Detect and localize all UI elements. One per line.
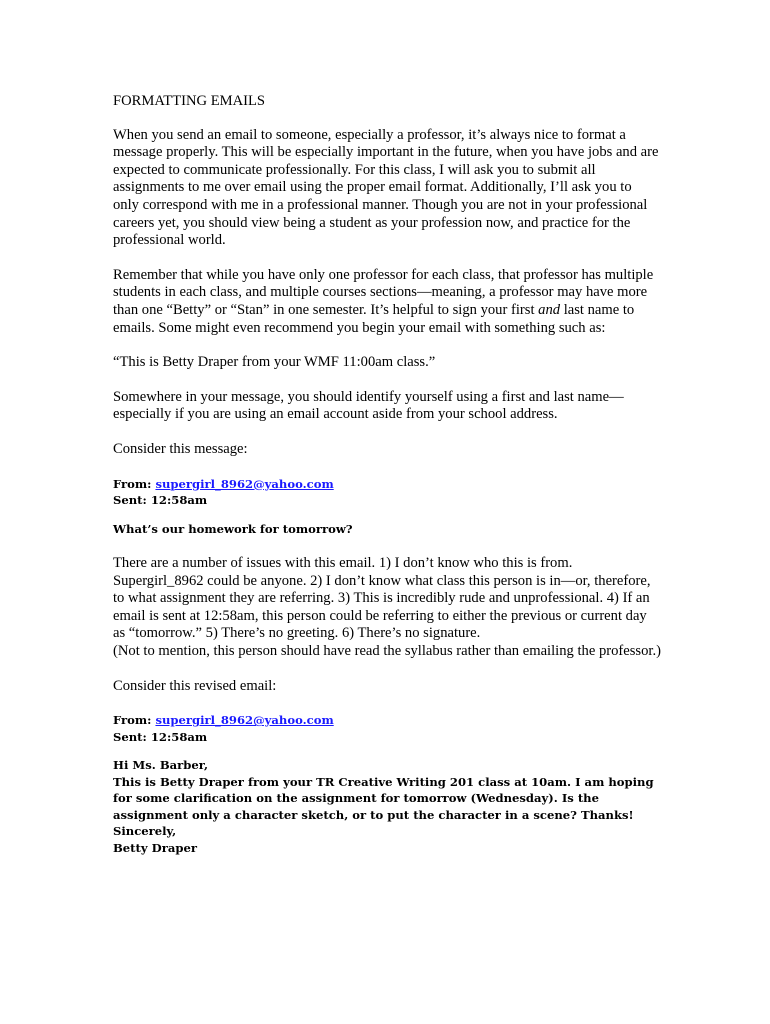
email-sent-line: Sent: 12:58am — [113, 493, 208, 507]
consider-message-label: Consider this message: — [113, 440, 248, 457]
email-from-line — [113, 712, 661, 729]
remember-paragraph — [113, 267, 661, 337]
email-from-line — [113, 476, 661, 493]
email-greeting: Hi Ms. Barber, — [113, 758, 209, 773]
email-body: This is Betty Draper from your TR Creative Writing 201 class at 10am. I am hoping for some clarification on the assignment for tomorrow (Wednesday). Is the assignment only a character sketch, or to put the character in a scene? Thanks! — [113, 774, 654, 822]
email-from-address-link[interactable]: supergirl_8962@yahoo.com — [155, 476, 334, 491]
remember-emphasis: and — [538, 301, 561, 318]
document-page — [113, 93, 661, 856]
email-from-label: From: — [113, 713, 156, 728]
bad-email-example — [113, 476, 661, 538]
email-from-address-link[interactable]: supergirl_8962@yahoo.com — [155, 713, 334, 728]
email-signature: Betty Draper — [113, 840, 197, 855]
intro-paragraph: When you send an email to someone, especially a professor, it’s always nice to format a message properly. This will be especially important in the future, when you have jobs and are expected to communicate professionally. For this class, I will ask you to submit all assignments to me over email using the proper email format. Additionally, I’ll ask you to only correspond with me in a professional manner. Though you are not in your professional careers yet, you should view being a student as your profession now, and practice for the professional world. — [113, 126, 659, 249]
document-title: FORMATTING EMAILS — [113, 93, 266, 109]
email-sent-line: Sent: 12:58am — [113, 729, 208, 744]
issues-paragraph: There are a number of issues with this email. 1) I don’t know who this is from. Supergirl_8962 could be anyone. 2) I don’t know what class this person is in—or, therefore, to what assignment they are referring. 3) This is incredibly rude and unprofessional. 4) If an email is sent at 12:58am, this person could be referring to either the previous or current day as “tomorrow.” 5) There’s no greeting. 6) There’s no signature. — [113, 555, 651, 642]
consider-revised-label: Consider this revised email: — [113, 677, 277, 694]
remember-text-end: last name to emails. Some might even recommend you begin your email with something such as: — [113, 301, 635, 336]
example-quote: “This is Betty Draper from your WMF 11:00am class.” — [113, 354, 436, 371]
identify-paragraph: Somewhere in your message, you should identify yourself using a first and last name—especially if you are using an email account aside from your school address. — [113, 388, 624, 423]
remember-text-start: Remember that while you have only one professor for each class, that professor has multiple students in each class, and multiple courses sections—meaning, a professor may have more than one “Betty” or “Stan” in one semester. It’s helpful to sign your first — [113, 266, 654, 318]
email-closing: Sincerely, — [113, 824, 177, 839]
email-body: What’s our homework for tomorrow? — [113, 521, 353, 536]
revised-email-example — [113, 712, 661, 856]
not-mention-paragraph: (Not to mention, this person should have read the syllabus rather than emailing the professor.) — [113, 642, 661, 659]
email-from-label: From: — [113, 476, 156, 491]
